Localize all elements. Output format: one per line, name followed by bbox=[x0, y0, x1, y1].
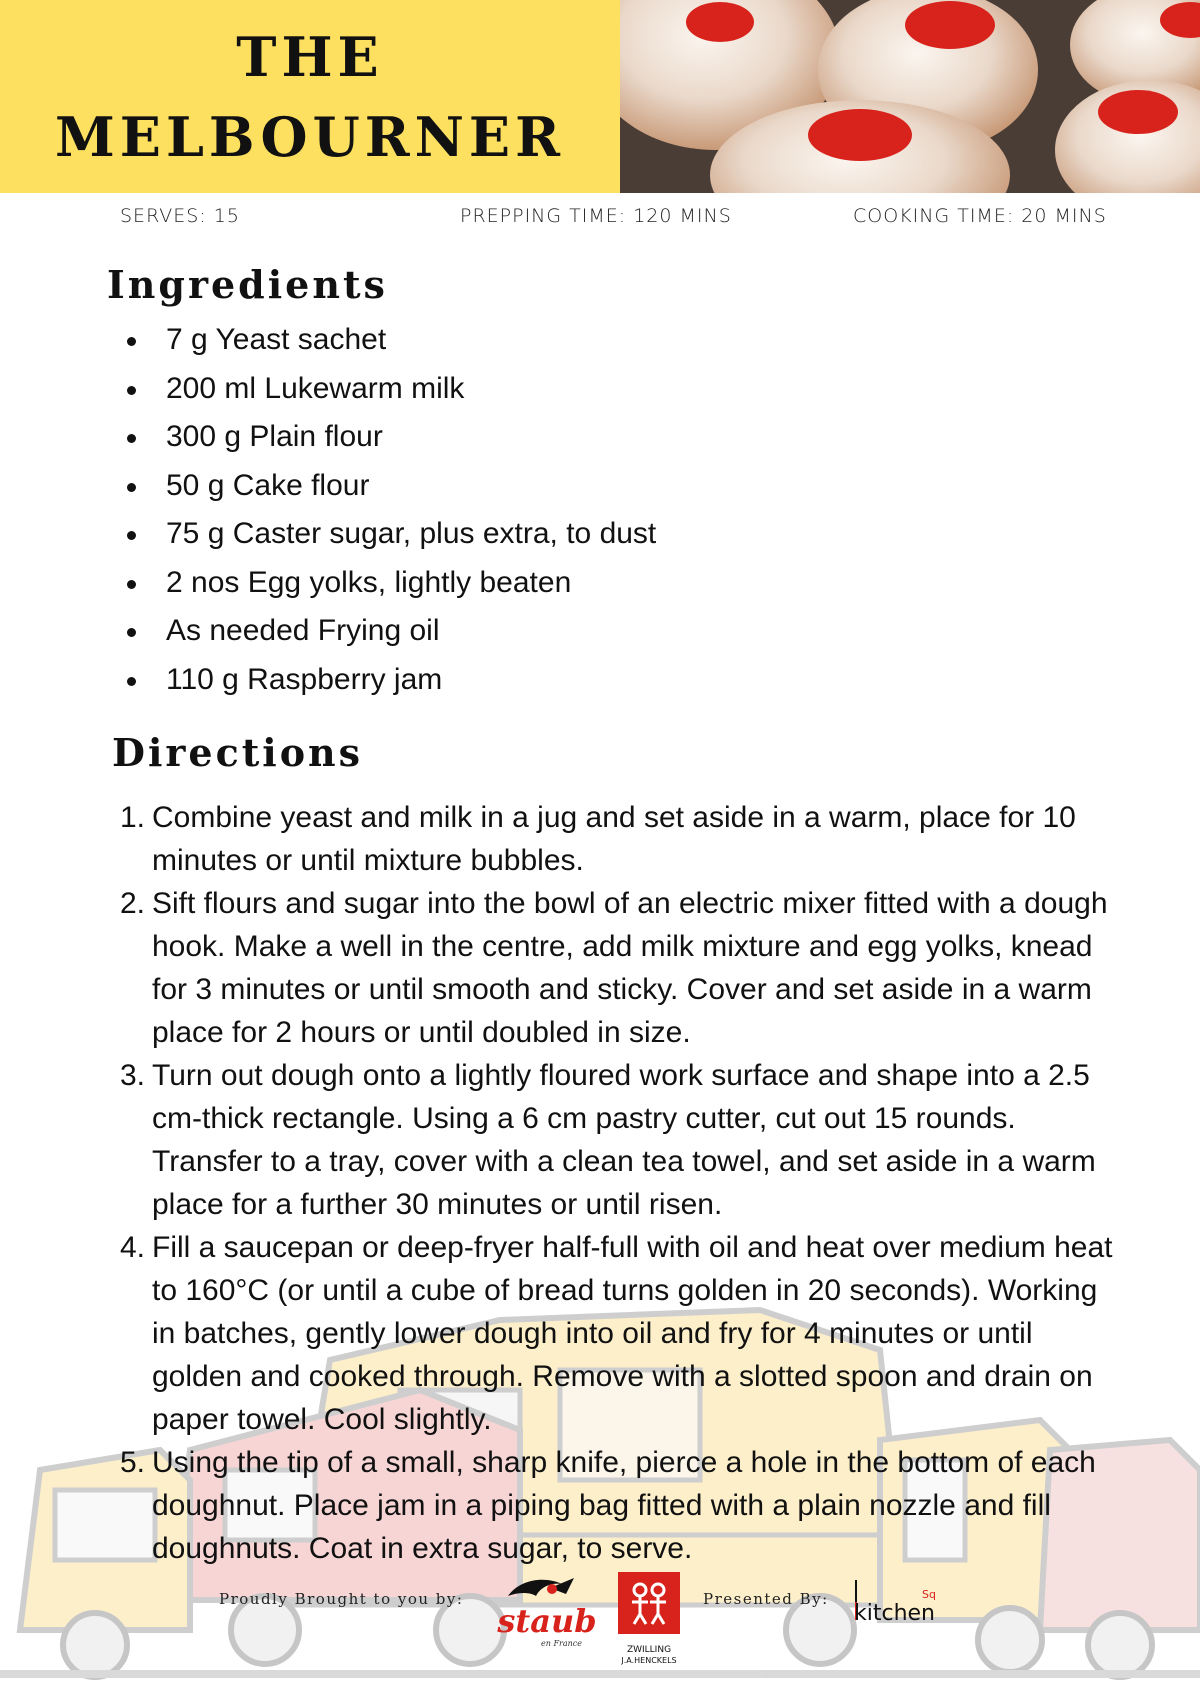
step-number: 2. bbox=[120, 887, 146, 920]
ingredients-list bbox=[125, 316, 656, 704]
kitchen-logo-text: kitchen bbox=[854, 1601, 935, 1626]
ingredient-item: 300 g Plain flour bbox=[125, 413, 656, 462]
direction-step bbox=[112, 1054, 1117, 1226]
ingredient-item: 7 g Yeast sachet bbox=[125, 316, 656, 365]
staub-logo bbox=[490, 1574, 605, 1654]
step-number: 4. bbox=[120, 1231, 146, 1264]
staub-tagline: en France bbox=[541, 1639, 582, 1648]
step-text: Combine yeast and milk in a jug and set aside in a warm, place for 10 minutes or until mixture bubbles. bbox=[152, 801, 1076, 877]
kitchen-sup-text: Sq bbox=[922, 1588, 936, 1601]
ingredient-item: 75 g Caster sugar, plus extra, to dust bbox=[125, 510, 656, 559]
directions-list bbox=[112, 796, 1117, 1570]
cook-time-info: COOKING TIME: 20 MINS bbox=[853, 205, 1107, 227]
ingredient-item: As needed Frying oil bbox=[125, 607, 656, 656]
title-banner bbox=[0, 0, 620, 193]
step-text: Fill a saucepan or deep-fryer half-full with oil and heat over medium heat to 160°C (or until a cube of bread turns golden in 20 seconds). Working in batches, gently lower dough into oil and fry for 4 minutes or until golden and cooked through. Remove with a slotted spoon and drain on paper towel. Cool slightly. bbox=[152, 1231, 1113, 1436]
ingredient-item: 110 g Raspberry jam bbox=[125, 656, 656, 705]
title-line-2: MELBOURNER bbox=[55, 104, 565, 169]
step-number: 1. bbox=[120, 801, 146, 834]
henckels-text: J.A.HENCKELS bbox=[621, 1656, 677, 1665]
recipe-title bbox=[55, 17, 565, 177]
step-number: 3. bbox=[120, 1059, 146, 1092]
direction-step bbox=[112, 882, 1117, 1054]
ingredient-item: 2 nos Egg yolks, lightly beaten bbox=[125, 559, 656, 608]
serves-info: SERVES: 15 bbox=[120, 205, 240, 227]
direction-step bbox=[112, 796, 1117, 882]
title-line-1: THE bbox=[236, 24, 384, 89]
step-text: Turn out dough onto a lightly floured work surface and shape into a 2.5 cm-thick rectangle. Using a 6 cm pastry cutter, cut out 15 rounds. Transfer to a tray, cover with a clean tea towel, and set aside in a warm place for a further 30 minutes or until risen. bbox=[152, 1059, 1096, 1221]
direction-step bbox=[112, 1441, 1117, 1570]
sponsor-footer bbox=[0, 1560, 1200, 1692]
zwilling-text: ZWILLING bbox=[626, 1645, 672, 1655]
ingredient-item: 200 ml Lukewarm milk bbox=[125, 365, 656, 414]
step-text: Sift flours and sugar into the bowl of an electric mixer fitted with a dough hook. Make a well in the centre, add milk mixture and egg yolks, knead for 3 minutes or until smooth and sticky. Cover and set aside in a warm place for 2 hours or until doubled in size. bbox=[152, 887, 1108, 1049]
zwilling-logo bbox=[618, 1572, 680, 1668]
step-number: 5. bbox=[120, 1446, 146, 1479]
prep-time-info: PREPPING TIME: 120 MINS bbox=[460, 205, 732, 227]
brought-by-label: Proudly Brought to you by: bbox=[219, 1590, 464, 1608]
direction-step bbox=[112, 1226, 1117, 1441]
staub-logo-text: staub bbox=[497, 1602, 597, 1640]
presented-by-label: Presented By: bbox=[703, 1590, 829, 1608]
kitchen-sq-logo bbox=[850, 1580, 940, 1630]
step-text: Using the tip of a small, sharp knife, pierce a hole in the bottom of each doughnut. Place jam in a piping bag fitted with a plain nozzle and fill doughnuts. Coat in extra sugar, to serve. bbox=[152, 1446, 1096, 1565]
doughnut-photo bbox=[620, 0, 1200, 193]
ingredient-item: 50 g Cake flour bbox=[125, 462, 656, 511]
directions-heading: Directions bbox=[112, 730, 364, 775]
ingredients-heading: Ingredients bbox=[107, 262, 388, 307]
